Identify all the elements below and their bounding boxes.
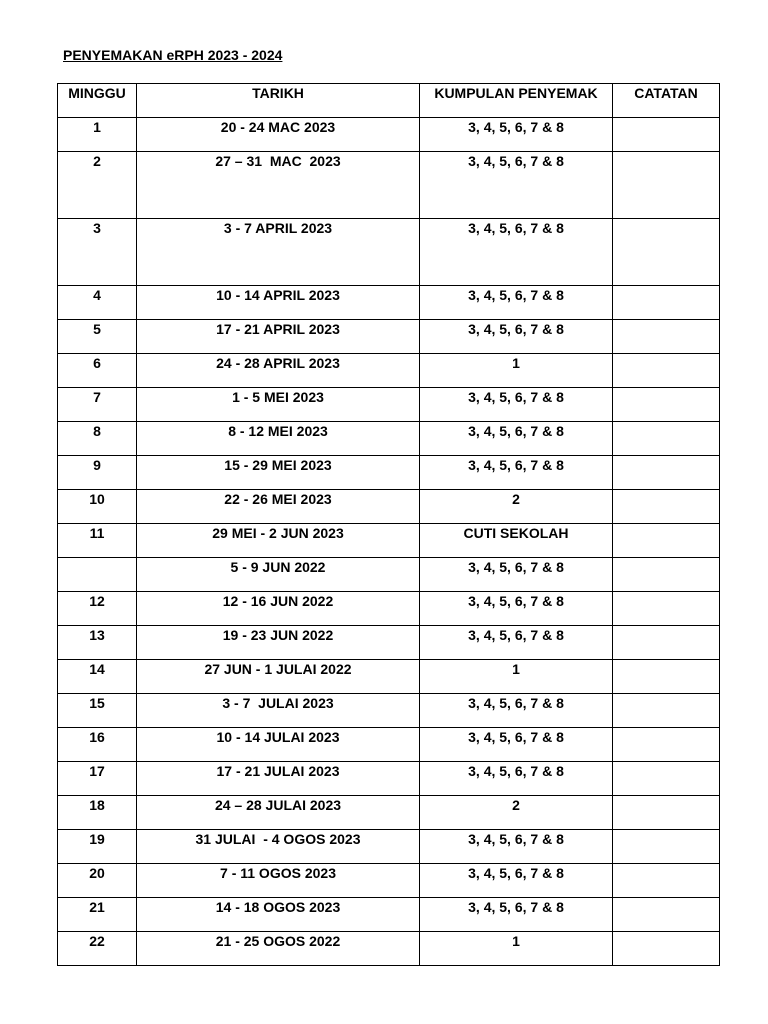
cell-minggu: 1 bbox=[58, 118, 137, 152]
table-row bbox=[58, 118, 720, 152]
cell-kumpulan: 3, 4, 5, 6, 7 & 8 bbox=[420, 762, 613, 796]
cell-kumpulan: CUTI SEKOLAH bbox=[420, 524, 613, 558]
table-row bbox=[58, 286, 720, 320]
cell-minggu: 19 bbox=[58, 830, 137, 864]
table-row bbox=[58, 320, 720, 354]
cell-kumpulan: 3, 4, 5, 6, 7 & 8 bbox=[420, 558, 613, 592]
table-row bbox=[58, 660, 720, 694]
header-tarikh: TARIKH bbox=[137, 84, 420, 118]
cell-kumpulan: 3, 4, 5, 6, 7 & 8 bbox=[420, 286, 613, 320]
cell-kumpulan: 3, 4, 5, 6, 7 & 8 bbox=[420, 320, 613, 354]
cell-kumpulan: 2 bbox=[420, 490, 613, 524]
cell-minggu: 22 bbox=[58, 932, 137, 966]
cell-tarikh: 27 – 31 MAC 2023 bbox=[137, 152, 420, 219]
cell-minggu: 14 bbox=[58, 660, 137, 694]
cell-catatan bbox=[613, 286, 720, 320]
cell-tarikh: 7 - 11 OGOS 2023 bbox=[137, 864, 420, 898]
cell-minggu: 7 bbox=[58, 388, 137, 422]
cell-tarikh: 20 - 24 MAC 2023 bbox=[137, 118, 420, 152]
cell-catatan bbox=[613, 118, 720, 152]
cell-minggu bbox=[58, 558, 137, 592]
cell-tarikh: 17 - 21 APRIL 2023 bbox=[137, 320, 420, 354]
cell-minggu: 9 bbox=[58, 456, 137, 490]
table-row bbox=[58, 898, 720, 932]
cell-minggu: 5 bbox=[58, 320, 137, 354]
cell-tarikh: 5 - 9 JUN 2022 bbox=[137, 558, 420, 592]
table-row bbox=[58, 932, 720, 966]
cell-kumpulan: 3, 4, 5, 6, 7 & 8 bbox=[420, 626, 613, 660]
cell-kumpulan: 3, 4, 5, 6, 7 & 8 bbox=[420, 864, 613, 898]
cell-minggu: 6 bbox=[58, 354, 137, 388]
cell-minggu: 12 bbox=[58, 592, 137, 626]
cell-minggu: 11 bbox=[58, 524, 137, 558]
cell-tarikh: 17 - 21 JULAI 2023 bbox=[137, 762, 420, 796]
table-row bbox=[58, 388, 720, 422]
cell-kumpulan: 3, 4, 5, 6, 7 & 8 bbox=[420, 898, 613, 932]
table-body bbox=[58, 118, 720, 966]
cell-kumpulan: 1 bbox=[420, 932, 613, 966]
cell-tarikh: 1 - 5 MEI 2023 bbox=[137, 388, 420, 422]
cell-catatan bbox=[613, 830, 720, 864]
table-row bbox=[58, 796, 720, 830]
cell-tarikh: 15 - 29 MEI 2023 bbox=[137, 456, 420, 490]
table-row bbox=[58, 864, 720, 898]
cell-catatan bbox=[613, 422, 720, 456]
cell-tarikh: 10 - 14 APRIL 2023 bbox=[137, 286, 420, 320]
cell-tarikh: 24 – 28 JULAI 2023 bbox=[137, 796, 420, 830]
cell-minggu: 3 bbox=[58, 219, 137, 286]
cell-tarikh: 22 - 26 MEI 2023 bbox=[137, 490, 420, 524]
cell-kumpulan: 3, 4, 5, 6, 7 & 8 bbox=[420, 118, 613, 152]
cell-kumpulan: 3, 4, 5, 6, 7 & 8 bbox=[420, 152, 613, 219]
cell-minggu: 2 bbox=[58, 152, 137, 219]
cell-catatan bbox=[613, 524, 720, 558]
cell-catatan bbox=[613, 354, 720, 388]
cell-catatan bbox=[613, 694, 720, 728]
cell-kumpulan: 3, 4, 5, 6, 7 & 8 bbox=[420, 728, 613, 762]
cell-catatan bbox=[613, 219, 720, 286]
table-row bbox=[58, 456, 720, 490]
cell-minggu: 17 bbox=[58, 762, 137, 796]
cell-kumpulan: 3, 4, 5, 6, 7 & 8 bbox=[420, 830, 613, 864]
cell-kumpulan: 3, 4, 5, 6, 7 & 8 bbox=[420, 694, 613, 728]
cell-minggu: 16 bbox=[58, 728, 137, 762]
cell-kumpulan: 3, 4, 5, 6, 7 & 8 bbox=[420, 592, 613, 626]
cell-catatan bbox=[613, 898, 720, 932]
cell-minggu: 4 bbox=[58, 286, 137, 320]
cell-catatan bbox=[613, 796, 720, 830]
cell-kumpulan: 1 bbox=[420, 660, 613, 694]
cell-minggu: 8 bbox=[58, 422, 137, 456]
cell-catatan bbox=[613, 592, 720, 626]
cell-catatan bbox=[613, 932, 720, 966]
table-row bbox=[58, 558, 720, 592]
header-catatan: CATATAN bbox=[613, 84, 720, 118]
table-row bbox=[58, 422, 720, 456]
cell-catatan bbox=[613, 490, 720, 524]
cell-minggu: 20 bbox=[58, 864, 137, 898]
table-row bbox=[58, 728, 720, 762]
cell-minggu: 15 bbox=[58, 694, 137, 728]
cell-kumpulan: 3, 4, 5, 6, 7 & 8 bbox=[420, 422, 613, 456]
cell-tarikh: 21 - 25 OGOS 2022 bbox=[137, 932, 420, 966]
cell-kumpulan: 3, 4, 5, 6, 7 & 8 bbox=[420, 456, 613, 490]
table-row bbox=[58, 830, 720, 864]
cell-catatan bbox=[613, 558, 720, 592]
cell-tarikh: 29 MEI - 2 JUN 2023 bbox=[137, 524, 420, 558]
cell-tarikh: 3 - 7 APRIL 2023 bbox=[137, 219, 420, 286]
cell-tarikh: 27 JUN - 1 JULAI 2022 bbox=[137, 660, 420, 694]
cell-minggu: 13 bbox=[58, 626, 137, 660]
cell-tarikh: 19 - 23 JUN 2022 bbox=[137, 626, 420, 660]
table-row bbox=[58, 626, 720, 660]
cell-catatan bbox=[613, 864, 720, 898]
table-row bbox=[58, 490, 720, 524]
cell-catatan bbox=[613, 456, 720, 490]
table-row bbox=[58, 152, 720, 219]
table-header-row bbox=[58, 84, 720, 118]
table-row bbox=[58, 524, 720, 558]
cell-tarikh: 3 - 7 JULAI 2023 bbox=[137, 694, 420, 728]
header-kumpulan-penyemak: KUMPULAN PENYEMAK bbox=[420, 84, 613, 118]
cell-minggu: 18 bbox=[58, 796, 137, 830]
cell-kumpulan: 2 bbox=[420, 796, 613, 830]
cell-tarikh: 8 - 12 MEI 2023 bbox=[137, 422, 420, 456]
table-row bbox=[58, 762, 720, 796]
cell-kumpulan: 3, 4, 5, 6, 7 & 8 bbox=[420, 219, 613, 286]
table-row bbox=[58, 354, 720, 388]
cell-catatan bbox=[613, 388, 720, 422]
cell-kumpulan: 1 bbox=[420, 354, 613, 388]
review-schedule-table bbox=[57, 83, 720, 966]
table-row bbox=[58, 219, 720, 286]
table-row bbox=[58, 592, 720, 626]
cell-catatan bbox=[613, 762, 720, 796]
header-minggu: MINGGU bbox=[58, 84, 137, 118]
cell-catatan bbox=[613, 728, 720, 762]
cell-catatan bbox=[613, 320, 720, 354]
cell-catatan bbox=[613, 626, 720, 660]
cell-kumpulan: 3, 4, 5, 6, 7 & 8 bbox=[420, 388, 613, 422]
cell-tarikh: 12 - 16 JUN 2022 bbox=[137, 592, 420, 626]
table-row bbox=[58, 694, 720, 728]
cell-tarikh: 31 JULAI - 4 OGOS 2023 bbox=[137, 830, 420, 864]
cell-tarikh: 14 - 18 OGOS 2023 bbox=[137, 898, 420, 932]
cell-catatan bbox=[613, 660, 720, 694]
cell-tarikh: 10 - 14 JULAI 2023 bbox=[137, 728, 420, 762]
cell-tarikh: 24 - 28 APRIL 2023 bbox=[137, 354, 420, 388]
cell-minggu: 10 bbox=[58, 490, 137, 524]
cell-minggu: 21 bbox=[58, 898, 137, 932]
document-title: PENYEMAKAN eRPH 2023 - 2024 bbox=[63, 47, 283, 63]
cell-catatan bbox=[613, 152, 720, 219]
